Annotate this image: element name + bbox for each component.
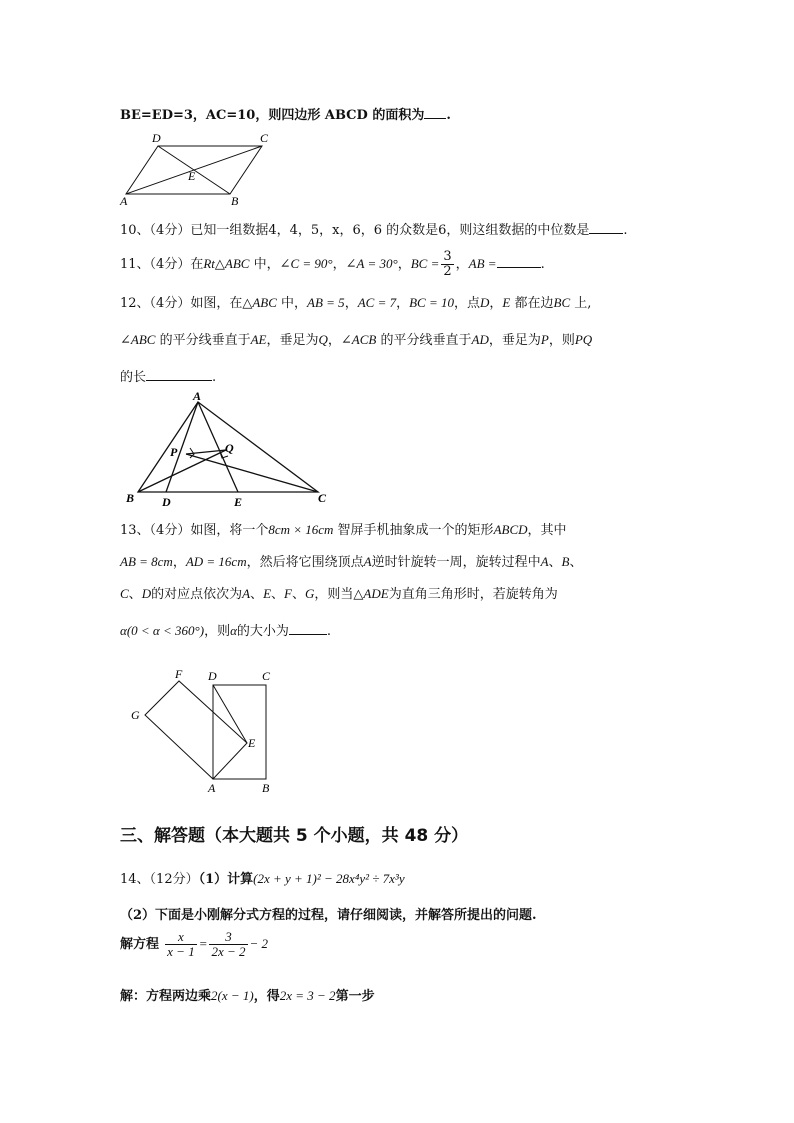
- q13-line3: C、D的对应点依次为A、E、F、G，则当△ADE为直角三角形时，若旋转角为: [120, 586, 558, 602]
- figure-rotation: [125, 665, 285, 797]
- section-heading: 三、解答题（本大题共 5 个小题，共 48 分）: [120, 826, 469, 846]
- q13-line4: α(0 < α < 360°)，则α的大小为 .: [120, 623, 332, 639]
- label-b: B: [126, 491, 135, 505]
- label-q: Q: [225, 441, 234, 455]
- bisector-bq: [138, 450, 226, 492]
- fraction-lhs: $\frac{x}{x - 1}$: [167, 929, 195, 959]
- q11-text: 11、（4分）在Rt△ABC 中，∠C = 90°，∠A = 30°，BC = $\frac{3}{2}$ ，AB = .: [120, 249, 545, 279]
- label-a: A: [120, 194, 128, 208]
- label-c: C: [262, 669, 271, 683]
- q10-text: 10、（4分）已知一组数据4，4，5，x，6，6 的众数是6，则这组数据的中位数是 .: [120, 223, 628, 238]
- segment-de: [213, 685, 247, 743]
- q14-line1: 14、（12分）（1）计算(2x + y + 1)² − 28x⁴y² ÷ 7x³y: [120, 871, 405, 887]
- label-b: B: [262, 781, 270, 795]
- answer-blank[interactable]: [289, 623, 327, 635]
- label-f: F: [175, 667, 183, 681]
- label-a: A: [208, 781, 216, 795]
- label-g: G: [131, 708, 140, 722]
- q12-line2: ∠ABC 的平分线垂直于AE，垂足为Q，∠ACB 的平分线垂直于AD，垂足为P，则PQ: [120, 332, 593, 348]
- label-d: D: [162, 495, 171, 508]
- answer-blank[interactable]: [589, 222, 623, 234]
- label-c: C: [318, 491, 327, 505]
- label-p: P: [170, 445, 178, 459]
- label-e: E: [248, 736, 256, 750]
- q13-line1: 13、（4分）如图，将一个8cm × 16cm 智屏手机抽象成一个的矩形ABCD，其中: [120, 522, 567, 538]
- figure-triangle: [120, 390, 340, 508]
- label-b: B: [231, 194, 239, 208]
- label-e: E: [188, 169, 196, 183]
- q14-line2: （2）下面是小刚解分式方程的过程，请仔细阅读，并解答所提出的问题.: [120, 908, 537, 923]
- answer-blank[interactable]: [497, 256, 541, 268]
- bisector-cp: [186, 454, 318, 492]
- label-e: E: [234, 495, 243, 508]
- q14-solution: 解：方程两边乘2(x − 1)，得2x = 3 − 2第一步: [120, 988, 375, 1004]
- rectangle-aefg: [145, 681, 247, 779]
- label-d: D: [152, 131, 161, 145]
- q12-line1: 12、（4分）如图，在△ABC 中，AB = 5，AC = 7，BC = 10，点D，E 都在边BC 上,: [120, 295, 592, 311]
- answer-blank[interactable]: [424, 107, 446, 119]
- fraction-bc: $\frac{3}{2}$: [443, 249, 452, 279]
- figure-parallelogram: [118, 130, 278, 208]
- q9-text: BE=ED=3，AC=10，则四边形 ABCD 的面积为 .: [120, 108, 451, 123]
- q13-line2: AB = 8cm，AD = 16cm，然后将它围绕顶点A逆时针旋转一周，旋转过程中A、B、: [120, 554, 583, 570]
- fraction-rhs: $\frac{3}{2x - 2}$: [211, 929, 246, 959]
- q14-equation: 解方程 $\frac{x}{x - 1}$ = $\frac{3}{2x - 2}$ − 2: [120, 929, 269, 959]
- answer-blank[interactable]: [146, 369, 212, 381]
- label-a: A: [193, 390, 202, 403]
- q12-line3: 的长 .: [120, 370, 217, 385]
- label-d: D: [208, 669, 217, 683]
- label-c: C: [260, 131, 269, 145]
